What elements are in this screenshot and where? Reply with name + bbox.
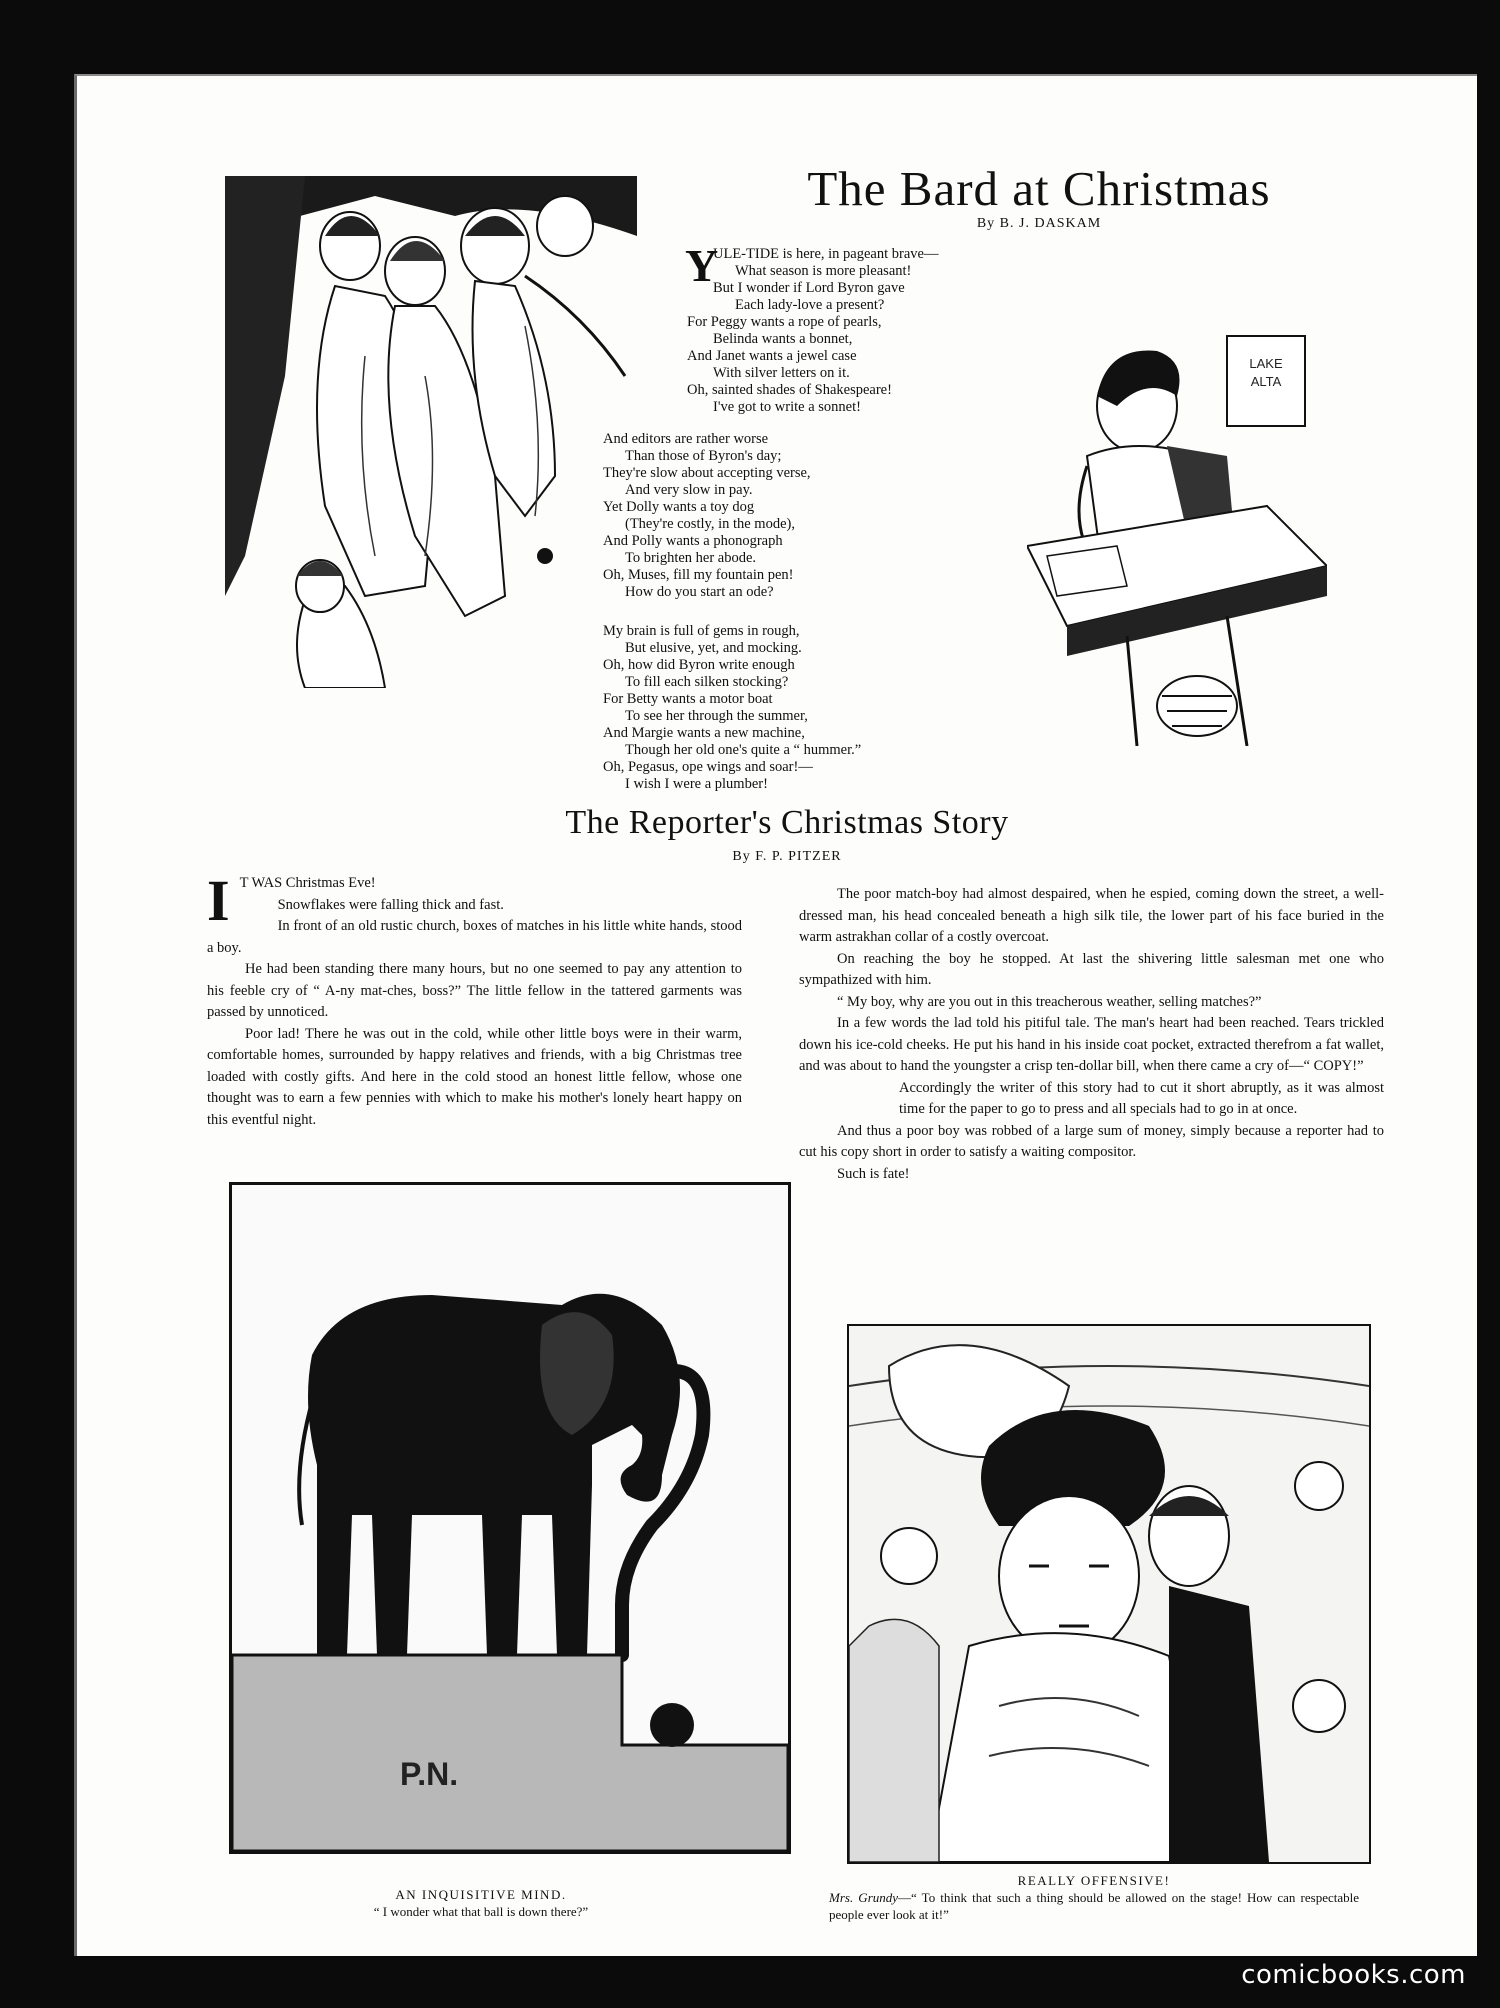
dropcap-i: I (207, 868, 230, 933)
poem-line: My brain is full of gems in rough, (603, 623, 800, 639)
cartoon-initials: P.N. (400, 1756, 459, 1792)
caption-text: —“ To think that such a thing should be allowed on the stage! How can respectable people ever look at it!” (829, 1890, 1359, 1922)
poem-line: To brighten her abode. (625, 550, 757, 566)
poem-line: Than those of Byron's day; (625, 448, 782, 464)
poem-line: And Polly wants a phonograph (603, 533, 783, 549)
story-paragraph: Poor lad! There he was out in the cold, while other little boys were in their warm, comfortable homes, surrounded by happy relatives and friends, with a big Christmas tree loaded with costly gifts. And here in the cold stood an honest little fellow, whose one thought was to earn a few pennies with which to make his mother's lonely heart happy on this eventful night. (207, 1025, 742, 1128)
article-title-bard: The Bard at Christmas (807, 161, 1271, 216)
poem-line: Belinda wants a bonnet, (713, 331, 853, 347)
elephant-drawing (232, 1185, 788, 1851)
poem-line: How do you start an ode? (625, 584, 774, 600)
poem-line: What season is more pleasant! (735, 263, 912, 279)
poem-line: For Betty wants a motor boat (603, 691, 773, 707)
poem-line: To fill each silken stocking? (625, 674, 789, 690)
theater-drawing (849, 1326, 1369, 1862)
poem-line: And very slow in pay. (625, 482, 753, 498)
poem-line: Oh, sainted shades of Shakespeare! (687, 382, 892, 398)
caption-offensive (829, 1872, 1359, 1923)
poem-line: (They're costly, in the mode), (625, 516, 795, 532)
poem-line: Though her old one's quite a “ hummer.” (625, 742, 862, 758)
story-paragraph: Such is fate! (837, 1165, 910, 1182)
cartoon-inquisitive-mind (229, 1182, 791, 1854)
byline-pitzer: By F. P. PITZER (732, 849, 842, 864)
poem-stanza-2 (603, 431, 811, 601)
poem-line: To see her through the summer, (625, 708, 808, 724)
poem-line: But elusive, yet, and mocking. (625, 640, 802, 656)
cartoon-really-offensive (847, 1324, 1371, 1864)
poem-line: I've got to write a sonnet! (713, 399, 861, 415)
caption-speaker: Mrs. Grundy (829, 1890, 899, 1905)
caption-title: AN INQUISITIVE MIND. (395, 1887, 567, 1902)
story-paragraph: Accordingly the writer of this story had to cut it short abruptly, as it was almost time for the paper to go to press and all specials had to go in at once. (899, 1079, 1384, 1117)
caption-text: “ I wonder what that ball is down there?” (373, 1904, 589, 1919)
writer-drawing (1027, 306, 1327, 746)
poem-line: Yet Dolly wants a toy dog (603, 499, 755, 515)
poem-line: But I wonder if Lord Byron gave (713, 280, 905, 296)
story-paragraph: In front of an old rustic church, boxes of matches in his little white hands, stood a boy. (207, 918, 742, 956)
caption-inquisitive (211, 1886, 751, 1920)
poem-line: Oh, Muses, fill my fountain pen! (603, 567, 794, 583)
poem-line: And Janet wants a jewel case (687, 348, 857, 364)
illustration-ladies (225, 176, 637, 688)
story-paragraph: “ My boy, why are you out in this treacherous weather, selling matches?” (837, 993, 1262, 1010)
story-paragraph: On reaching the boy he stopped. At last the shivering little salesman met one who sympathized with him. (799, 950, 1384, 988)
story-paragraph: He had been standing there many hours, but no one seemed to pay any attention to his feeble cry of “ A-ny mat-ches, boss?” The little fellow in the tattered garments was passed by unnoticed. (207, 961, 742, 1020)
poem-line: They're slow about accepting verse, (603, 465, 811, 481)
byline-daskam: By B. J. DASKAM (976, 216, 1102, 231)
poem-stanza-1 (687, 246, 939, 416)
poem-stanza-3 (603, 623, 861, 793)
illustration-writer (1027, 306, 1327, 746)
sign-text-2: ALTA (1250, 374, 1282, 389)
poem-line: ULE-TIDE is here, in pageant brave— (713, 246, 939, 262)
story-paragraph: In a few words the lad told his pitiful tale. The man's heart had been reached. Tears trickled down his ice-cold cheeks. He put his hand in his inside coat pocket, extracted therefrom a fat wallet, and was about to hand the youngster a crisp ten-dollar bill, when there came a cry of—“ COPY!” (799, 1015, 1384, 1074)
watermark-text: comicbooks.com (1241, 1960, 1466, 1990)
poem-line: With silver letters on it. (713, 365, 850, 381)
poem-line: Oh, how did Byron write enough (603, 657, 795, 673)
story-paragraph: Snowflakes were falling thick and fast. (277, 896, 504, 913)
poem-line: And editors are rather worse (603, 431, 769, 447)
ladies-drawing (225, 176, 637, 688)
poem-line: And Margie wants a new machine, (603, 725, 805, 741)
article-title-reporter: The Reporter's Christmas Story (565, 804, 1009, 841)
caption-dialog (829, 1889, 1359, 1923)
dropcap-y: Y (685, 240, 719, 291)
poem-line: Oh, Pegasus, ope wings and soar!— (603, 759, 813, 775)
story-column-right (799, 884, 1384, 1185)
poem-line: For Peggy wants a rope of pearls, (687, 314, 882, 330)
poem-line: Each lady-love a present? (735, 297, 885, 313)
poem-line: I wish I were a plumber! (625, 776, 768, 792)
caption-title: REALLY OFFENSIVE! (1017, 1873, 1171, 1888)
story-paragraph: T WAS Christmas Eve! (239, 875, 376, 891)
story-column-left (207, 868, 742, 1131)
story-paragraph: And thus a poor boy was robbed of a large sum of money, simply because a reporter had to cut his copy short in order to satisfy a waiting compositor. (799, 1122, 1384, 1160)
sign-text: LAKE (1249, 356, 1283, 371)
story-paragraph: The poor match-boy had almost despaired, when he espied, coming down the street, a well-dressed man, his head concealed beneath a high silk tile, the lower part of his face buried in the warm astrakhan collar of a costly overcoat. (799, 886, 1384, 945)
magazine-page (74, 74, 1477, 1956)
